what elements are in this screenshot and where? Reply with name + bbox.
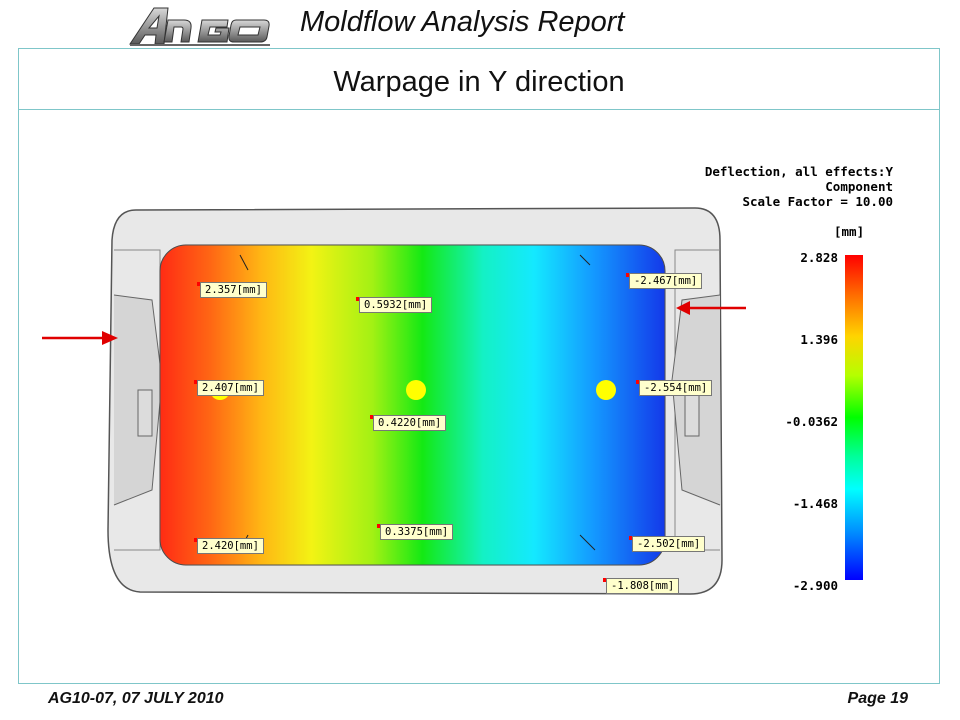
probe-label: 0.4220[mm]	[373, 415, 446, 431]
color-legend-bar	[845, 255, 863, 580]
probe-label: 0.3375[mm]	[380, 524, 453, 540]
result-title-line1: Deflection, all effects:Y Component	[704, 164, 893, 194]
probe-label: 2.357[mm]	[200, 282, 267, 298]
arrow-left-icon	[676, 298, 748, 318]
page-number: Page 19	[847, 690, 908, 707]
slide-title: Warpage in Y direction	[333, 66, 625, 98]
legend-label-mid: -0.0362	[785, 414, 838, 429]
probe-label: -2.467[mm]	[629, 273, 702, 289]
hole-right	[596, 380, 616, 400]
legend-label-4: -1.468	[792, 496, 838, 511]
report-title: Moldflow Analysis Report	[300, 6, 625, 38]
probe-label: -2.554[mm]	[639, 380, 712, 396]
hole-center	[406, 380, 426, 400]
ango-logo	[124, 2, 274, 48]
probe-label: -1.808[mm]	[606, 578, 679, 594]
probe-label: -2.502[mm]	[632, 536, 705, 552]
probe-label: 2.420[mm]	[197, 538, 264, 554]
probe-label: 2.407[mm]	[197, 380, 264, 396]
arrow-right-icon	[40, 328, 120, 348]
legend-label-min: -2.900	[792, 578, 838, 593]
footer-doc-id: AG10-07, 07 JULY 2010	[48, 690, 224, 707]
legend-label-2: 1.396	[800, 332, 838, 347]
legend-unit: [mm]	[834, 224, 865, 239]
scale-factor: Scale Factor = 10.00	[742, 194, 893, 209]
legend-label-max: 2.828	[800, 250, 838, 265]
probe-label: 0.5932[mm]	[359, 297, 432, 313]
title-band	[18, 48, 940, 110]
